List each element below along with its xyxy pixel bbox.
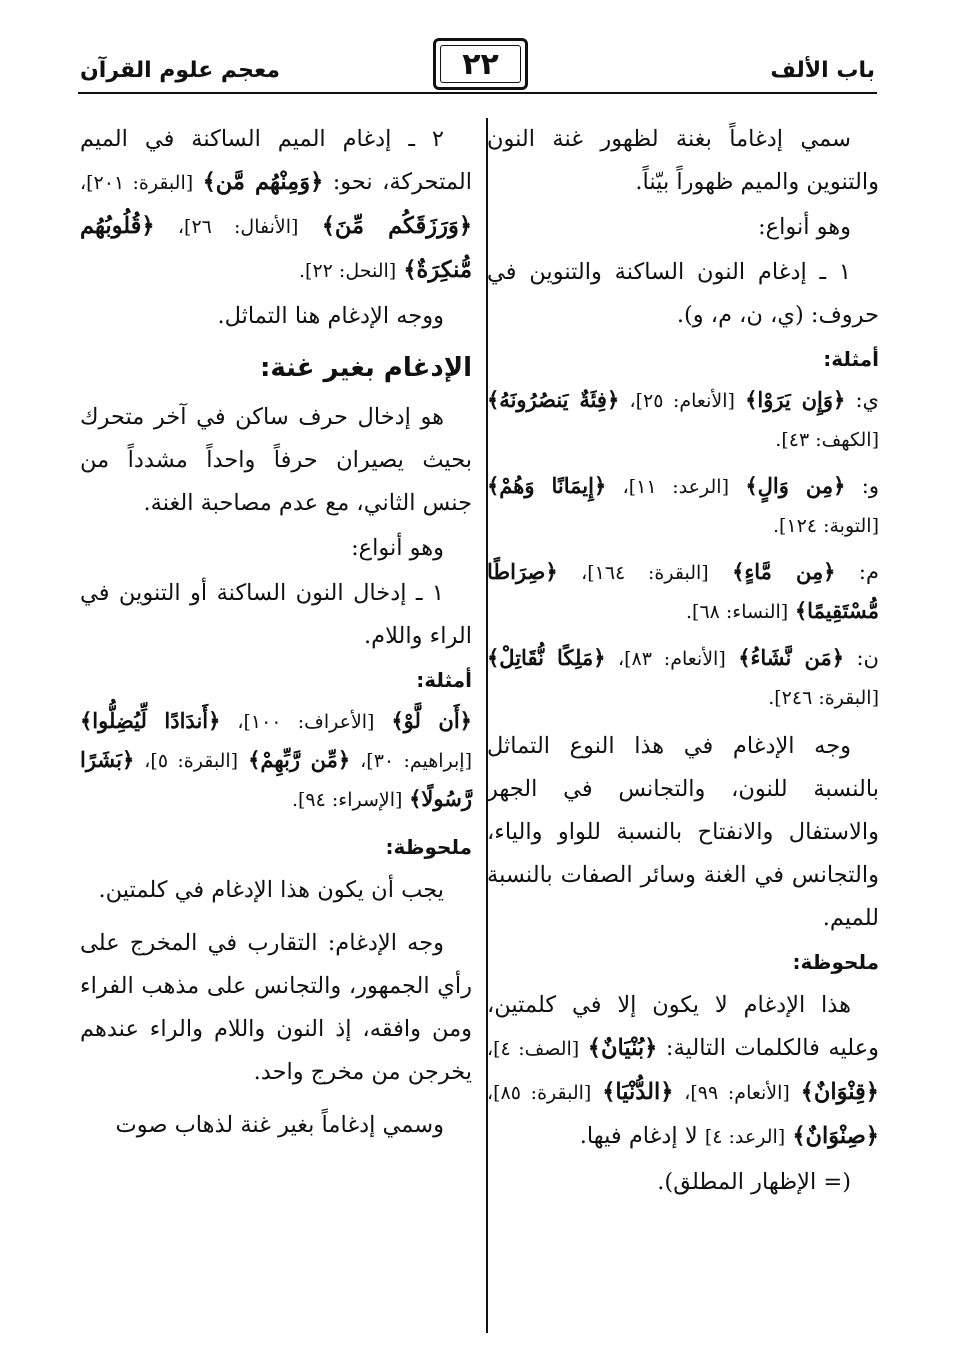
verse-reference: [البقرة: ٥]، [144, 750, 239, 772]
paragraph [487, 984, 879, 1159]
example-prefix: م: [858, 560, 879, 584]
example-mim [487, 553, 879, 631]
paragraph: ووجه الإدغام هنا التماثل. [217, 303, 444, 329]
quran-quote: ﴿مِن وَالٍ﴾ [745, 473, 846, 498]
example-ya [487, 381, 879, 459]
examples [80, 702, 472, 819]
verse-reference: [البقرة: ١٦٤]، [581, 562, 709, 584]
section-heading: الإدغام بغير غنة: [259, 353, 472, 383]
paragraph-text: هذا الإدغام لا يكون إلا في كلمتين، وعليه فالكلمات التالية: [487, 992, 879, 1061]
right-column [487, 118, 879, 1206]
verse-reference: [البقرة: ٢٤٦]. [768, 687, 879, 709]
verse-reference: [الإسراء: ٩٤]. [291, 789, 403, 811]
paragraph: وسمي إدغاماً بغير غنة لذهاب صوت [115, 1112, 444, 1138]
verse-reference: [الأنعام: ٢٥]، [629, 390, 735, 412]
header-rule [78, 92, 877, 94]
example-waw [487, 467, 879, 545]
quran-quote: ﴿صِنْوَانٌ﴾ [792, 1123, 879, 1149]
paragraph: ١ ـ إدغام النون الساكنة والتنوين في حروف: (ي، ن، م، و). [487, 259, 879, 328]
note-label: ملحوظة: [792, 950, 879, 974]
verse-reference: [إبراهيم: ٣٠]، [360, 750, 472, 772]
verse-reference: [التوبة: ١٢٤]. [772, 515, 879, 537]
examples-label: أمثلة: [823, 347, 879, 371]
page-number: ٢٢ [462, 46, 499, 82]
left-column [80, 118, 472, 1149]
example-prefix: ن: [856, 646, 879, 670]
quran-quote: ﴿أَندَادًا لِّيُضِلُّوا﴾ [80, 708, 221, 733]
quran-quote: ﴿قِنْوَانٌ﴾ [800, 1079, 879, 1105]
verse-reference: [الصف: ٤]، [487, 1038, 580, 1060]
paragraph: هو إدخال حرف ساكن في آخر متحرك بحيث يصيران حرفاً واحداً مشدداً من جنس الثاني، مع عدم مصاحبة الغنة. [80, 404, 472, 516]
paragraph: وجه الإدغام: التقارب في المخرج على رأي الجمهور، والتجانس على مذهب الفراء ومن وافقه، إذ النون واللام والراء عندهم يخرجن من مخرج واحد. [80, 930, 472, 1085]
verse-reference: [الرعد: ١١]، [622, 476, 729, 498]
example-prefix: و: [861, 474, 880, 498]
quran-quote: ﴿إِيمَانًا وَهُمْ﴾ [487, 473, 607, 498]
verse-reference: [الكهف: ٤٣]. [775, 429, 879, 451]
cross-reference: (= الإظهار المطلق). [657, 1169, 851, 1195]
verse-reference: [النساء: ٦٨]. [685, 601, 789, 623]
section-title: باب الألف [770, 58, 875, 83]
paragraph: وهو أنواع: [351, 535, 444, 561]
quran-quote: ﴿مَلِكًا نُّقَاتِلْ﴾ [487, 645, 606, 670]
paragraph-text: ٢ ـ إدغام الميم الساكنة في الميم المتحركة، نحو: [80, 126, 472, 195]
verse-reference: [الأعراف: ١٠٠]، [237, 711, 375, 733]
quran-quote: ﴿وَإِن يَرَوْا﴾ [745, 387, 846, 412]
quran-quote: ﴿بَشَرًا رَّسُولًا﴾ [80, 747, 472, 811]
paragraph: وهو أنواع: [758, 214, 851, 240]
verse-reference: [الرعد: ٤] [704, 1126, 786, 1148]
example-nun [487, 639, 879, 717]
page-number-box [433, 38, 528, 90]
verse-reference: [النحل: ٢٢]. [299, 260, 397, 282]
quran-quote: ﴿وَرَزَقَكُم مِّنَ﴾ [321, 213, 473, 239]
quran-quote: ﴿مَن نَّشَاءُ﴾ [738, 645, 844, 670]
paragraph: يجب أن يكون هذا الإدغام في كلمتين. [98, 877, 444, 903]
quran-quote: ﴿أَن لَّوْ﴾ [391, 708, 472, 733]
verse-reference: [البقرة: ٨٥]، [487, 1082, 592, 1104]
quran-quote: ﴿مِّن رَّبِّهِمْ﴾ [248, 747, 351, 772]
example-prefix: ي: [855, 388, 879, 412]
quran-quote: ﴿فِئَةٌ يَنصُرُونَهُ﴾ [487, 387, 620, 412]
quran-quote: ﴿الدُّنْيَا﴾ [602, 1079, 674, 1105]
quran-quote: ﴿صِرَاطًا مُّسْتَقِيمًا﴾ [487, 559, 879, 623]
verse-reference: [البقرة: ٢٠١]، [80, 172, 194, 194]
verse-reference: [الأنعام: ٨٣]، [618, 648, 726, 670]
paragraph [80, 118, 472, 293]
quran-quote: ﴿قُلُوبُهُم مُّنكِرَةٌ﴾ [80, 213, 472, 283]
note-label: ملحوظة: [385, 835, 472, 859]
verse-reference: [الأنفال: ٢٦]، [177, 216, 299, 238]
paragraph: وجه الإدغام في هذا النوع التماثل بالنسبة للنون، والتجانس في الجهر والاستفال والانفتاح بالنسبة للواو والياء، والتجانس في الغنة وسائر الصفات بالنسبة للميم. [487, 733, 879, 931]
quran-quote: ﴿بُنْيَانٌ﴾ [587, 1035, 658, 1061]
quran-quote: ﴿وَمِنْهُم مَّن﴾ [202, 169, 324, 195]
book-title: معجم علوم القرآن [80, 58, 281, 83]
spacer [80, 1096, 472, 1104]
examples-label: أمثلة: [416, 668, 472, 692]
quran-quote: ﴿مِن مَّاءٍ﴾ [732, 559, 836, 584]
paragraph-text: لا إدغام فيها. [579, 1123, 698, 1149]
spacer [80, 914, 472, 922]
paragraph: ١ ـ إدخال النون الساكنة أو التنوين في الراء واللام. [80, 580, 472, 649]
paragraph: سمي إدغاماً بغنة لظهور غنة النون والتنوين والميم ظهوراً بيّناً. [487, 126, 879, 195]
verse-reference: [الأنعام: ٩٩]، [684, 1082, 790, 1104]
